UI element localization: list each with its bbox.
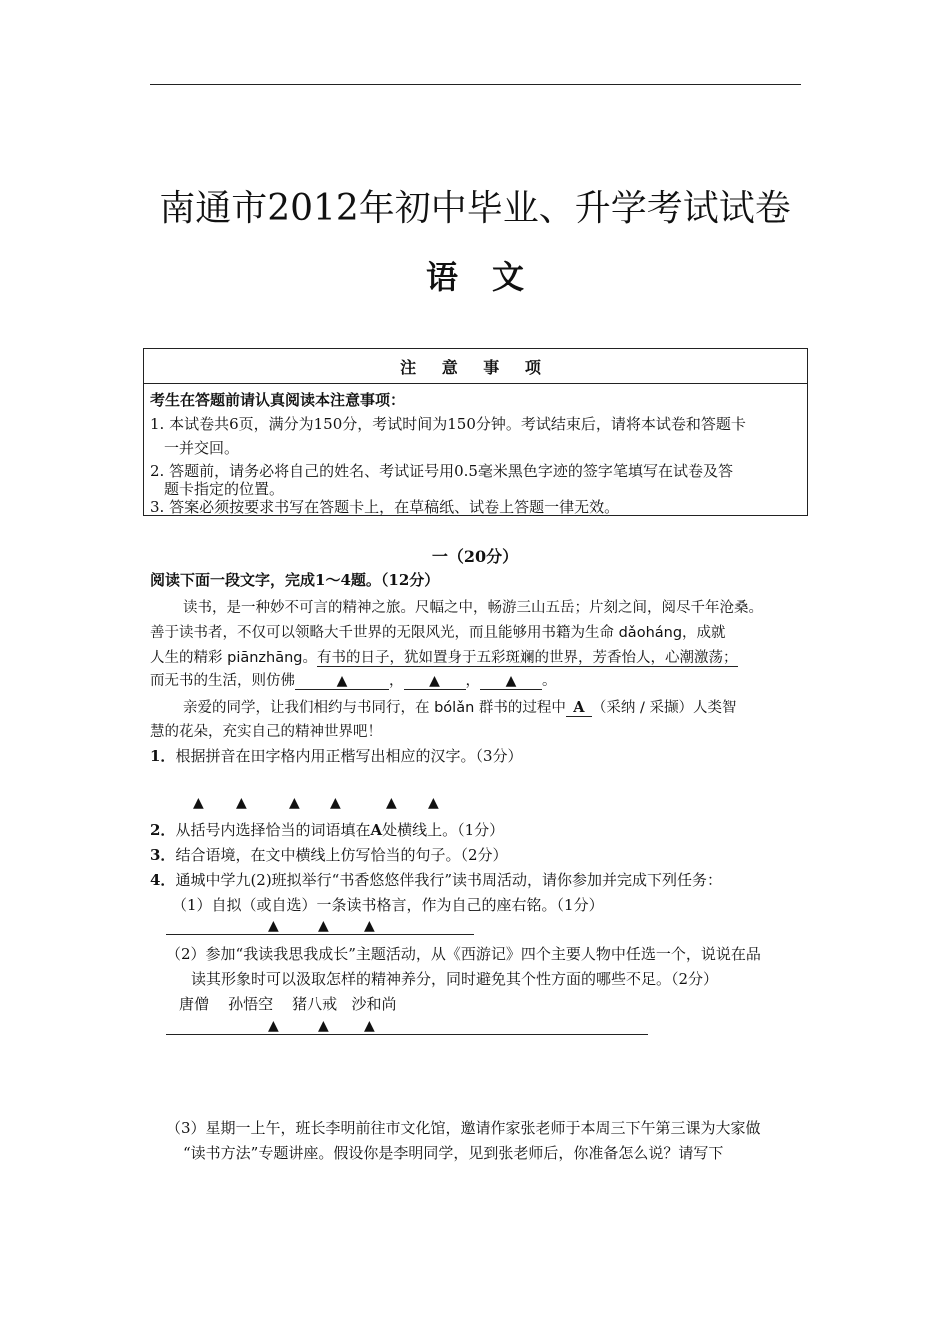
question-3: [150, 844, 507, 865]
q1-marker-3: ▲: [289, 795, 300, 811]
q1-marker-6: ▲: [428, 795, 439, 811]
notice-divider: [144, 383, 807, 384]
question-2-text-a: 从括号内选择恰当的词语填在: [175, 821, 371, 839]
separator-2: ，: [465, 673, 480, 689]
question-3-text: 结合语境，在文中横线上仿写恰当的句子。（2分）: [175, 846, 508, 864]
blank-a: A: [566, 699, 592, 717]
question-4-2-cont: 读其形象时可以汲取怎样的精神养分，同时避免其个性方面的哪些不足。（2分）: [191, 970, 719, 988]
question-2: [150, 819, 504, 840]
q4-1-marker-1: ▲: [268, 918, 279, 934]
question-3-number: 3．: [150, 846, 176, 864]
notice-item-3: 3. 答案必须按要求书写在答题卡上，在草稿纸、试卷上答题一律无效。: [150, 498, 620, 516]
exam-title: 南通市2012年初中毕业、升学考试试卷: [159, 188, 791, 229]
passage-line-3: [150, 646, 738, 667]
blank-3: ▲: [480, 673, 542, 690]
notice-item-2-cont: 题卡指定的位置。: [164, 480, 285, 498]
q1-marker-5: ▲: [386, 795, 397, 811]
passage-line-5-a: 亲爱的同学，让我们相约与书同行，在 bólǎn 群书的过程中: [183, 700, 566, 716]
q4-2-marker-1: ▲: [268, 1018, 279, 1034]
passage-underlined-sentence: 有书的日子，犹如置身于五彩斑斓的世界，芳香怡人，心潮激荡；: [317, 650, 738, 666]
notice-item-1: 1. 本试卷共6页，满分为150分，考试时间为150分钟。考试结束后，请将本试卷和答题卡: [150, 415, 746, 433]
passage-line-3-a: 人生的精彩 piānzhāng。: [150, 650, 317, 666]
passage-line-5-b: （采纳 / 采撷）人类智: [591, 700, 737, 716]
question-4: [150, 869, 722, 890]
notice-title: 注 意 事 项: [400, 358, 551, 377]
subject-title: 语文: [425, 258, 558, 296]
q1-marker-4: ▲: [330, 795, 341, 811]
notice-item-1-cont: 一并交回。: [164, 439, 240, 457]
question-2-number: 2．: [150, 821, 176, 839]
blank-1: ▲: [295, 673, 389, 690]
question-2-text-c: 处横线上。（1分）: [382, 821, 505, 839]
passage-line-4: [150, 669, 557, 690]
question-1: [150, 745, 522, 766]
question-2-text-b: A: [370, 821, 383, 839]
q4-2-marker-2: ▲: [318, 1018, 329, 1034]
separator-1: ，: [389, 673, 404, 689]
notice-intro: 考生在答题前请认真阅读本注意事项：: [150, 391, 406, 409]
question-4-1: （1）自拟（或自选）一条读书格言，作为自己的座右铭。（1分）: [172, 896, 604, 914]
blank-2: ▲: [404, 673, 466, 690]
passage-line-1: 读书，是一种妙不可言的精神之旅。尺幅之中，畅游三山五岳；片刻之间，阅尽千年沧桑。: [183, 600, 763, 616]
question-1-text: 根据拼音在田字格内用正楷写出相应的汉字。（3分）: [175, 747, 523, 765]
passage-line-5: [183, 696, 737, 717]
section-instruction: 阅读下面一段文字，完成1～4题。（12分）: [150, 571, 440, 589]
q1-marker-2: ▲: [236, 795, 247, 811]
answer-line-4-1: [166, 934, 474, 935]
question-4-text: 通城中学九(2)班拟举行“书香悠悠伴我行”读书周活动，请你参加并完成下列任务：: [175, 871, 723, 889]
section-heading: 一（20分）: [431, 547, 519, 566]
question-4-2: （2）参加“我读我思我成长”主题活动，从《西游记》四个主要人物中任选一个，说说在品: [166, 945, 761, 963]
passage-line-4-a: 而无书的生活，则仿佛: [150, 673, 295, 689]
question-1-number: 1．: [150, 747, 176, 765]
question-4-3-cont: “读书方法”专题讲座。假设你是李明同学，见到张老师后，你准备怎么说？请写下: [183, 1144, 724, 1162]
passage-line-2: 善于读书者，不仅可以领略大千世界的无限风光，而且能够用书籍为生命 dǎoháng，成就: [150, 625, 726, 641]
header-rule: [150, 84, 801, 85]
question-4-3: （3）星期一上午，班长李明前往市文化馆，邀请作家张老师于本周三下午第三课为大家做: [166, 1119, 761, 1137]
passage-line-6: 慧的花朵，充实自己的精神世界吧！: [150, 724, 382, 740]
question-4-number: 4．: [150, 871, 176, 889]
character-names: 唐僧 孙悟空 猪八戒 沙和尚: [179, 995, 397, 1013]
q4-1-marker-3: ▲: [364, 918, 375, 934]
q4-1-marker-2: ▲: [318, 918, 329, 934]
notice-item-2: 2. 答题前，请务必将自己的姓名、考试证号用0.5毫米黑色字迹的签字笔填写在试卷及答: [150, 462, 733, 480]
passage-end: 。: [542, 673, 557, 689]
q4-2-marker-3: ▲: [364, 1018, 375, 1034]
answer-line-4-2: [166, 1034, 648, 1035]
notice-box: [143, 348, 808, 516]
q1-marker-1: ▲: [193, 795, 204, 811]
